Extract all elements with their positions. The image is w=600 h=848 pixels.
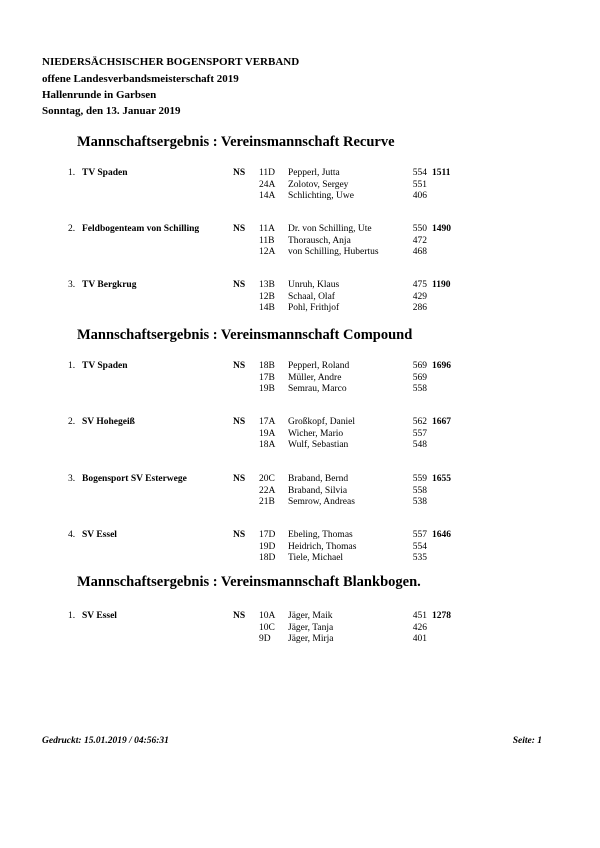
team-total: 1696 [432,361,451,371]
member-target: 11D [259,168,276,178]
member-target: 17D [259,530,276,540]
member-name: Jäger, Maik [288,611,333,621]
member-name: Ebeling, Thomas [288,530,353,540]
member-score: 429 [412,291,427,302]
member-name: Pepperl, Roland [288,361,350,371]
team-rank: 2. [68,224,76,234]
member-name: Dr. von Schilling, Ute [288,224,372,234]
member-target: 18D [259,553,276,563]
member-name: Braband, Bernd [288,474,349,484]
member-target: 21B [259,497,275,507]
member-target: 14B [259,303,275,313]
member-name: Schaal, Olaf [288,291,335,302]
member-target: 20C [259,474,275,484]
member-name: Thorausch, Anja [288,235,351,246]
team-name: Bogensport SV Esterwege [82,474,187,484]
member-name: Semrow, Andreas [288,497,355,507]
team-total: 1655 [432,474,451,484]
member-score: 426 [412,622,427,633]
member-score: 569 [412,361,427,371]
section-title: Mannschaftsergebnis : Vereinsmannschaft Compound [77,327,413,343]
member-score: 548 [412,440,427,450]
team-region: NS [233,417,246,427]
member-target: 14A [259,191,276,201]
member-score: 451 [412,611,427,621]
team-total: 1490 [432,224,451,234]
team-rank: 3. [68,474,76,484]
member-target: 18B [259,361,275,371]
member-target: 11B [259,235,275,246]
member-score: 558 [412,485,427,496]
member-name: Jäger, Mirja [288,634,334,644]
team-name: TV Spaden [82,361,128,371]
member-name: Großkopf, Daniel [288,417,356,427]
member-score: 554 [412,541,427,552]
team-name: Feldbogenteam von Schilling [82,224,200,234]
member-target: 10A [259,611,276,621]
member-target: 24A [259,179,276,190]
section-title: Mannschaftsergebnis : Vereinsmannschaft Recurve [77,134,395,150]
member-score: 554 [412,168,427,178]
member-target: 10C [259,622,275,633]
team-name: SV Hohegeiß [82,417,135,427]
team-total: 1667 [432,417,451,427]
member-score: 475 [412,280,427,290]
member-score: 406 [412,191,427,201]
member-score: 558 [412,384,427,394]
member-name: Zolotov, Sergey [288,179,349,190]
member-name: Pepperl, Jutta [288,168,340,178]
federation-name: NIEDERSÄCHSISCHER BOGENSPORT VERBAND [42,56,300,68]
member-score: 557 [412,428,427,439]
member-score: 401 [412,634,427,644]
team-rank: 1. [68,361,76,371]
member-score: 551 [412,179,427,190]
member-name: Heidrich, Thomas [288,541,357,552]
member-target: 18A [259,440,276,450]
member-name: Unruh, Klaus [288,280,340,290]
member-score: 562 [412,417,427,427]
team-rank: 3. [68,280,76,290]
member-score: 557 [412,530,427,540]
member-score: 559 [412,474,427,484]
section-title: Mannschaftsergebnis : Vereinsmannschaft Blankbogen. [77,574,421,590]
team-name: TV Spaden [82,168,128,178]
team-region: NS [233,474,246,484]
member-name: Braband, Silvia [288,485,348,496]
printed-timestamp: Gedruckt: 15.01.2019 / 04:56:31 [42,736,169,746]
member-name: Semrau, Marco [288,384,347,394]
member-target: 12B [259,291,275,302]
member-name: Jäger, Tanja [288,622,334,633]
member-name: Wicher, Mario [288,428,344,439]
page-number: Seite: 1 [512,736,542,746]
team-rank: 1. [68,168,76,178]
team-region: NS [233,280,246,290]
event-date: Sonntag, den 13. Januar 2019 [42,105,181,117]
member-score: 569 [412,372,427,383]
team-region: NS [233,530,246,540]
member-score: 538 [412,497,427,507]
team-rank: 1. [68,611,76,621]
member-target: 19B [259,384,275,394]
member-score: 535 [412,553,427,563]
member-name: Pohl, Frithjof [288,303,340,313]
team-rank: 4. [68,530,76,540]
member-score: 286 [412,303,427,313]
team-name: TV Bergkrug [82,280,137,290]
venue: Hallenrunde in Garbsen [42,89,157,101]
member-score: 472 [412,235,427,246]
member-target: 11A [259,224,276,234]
member-name: Schlichting, Uwe [288,191,354,201]
member-name: Tiele, Michael [288,553,344,563]
member-target: 22A [259,485,276,496]
team-region: NS [233,611,246,621]
championship-title: offene Landesverbandsmeisterschaft 2019 [42,73,239,85]
member-name: Wulf, Sebastian [288,440,349,450]
member-target: 17A [259,417,276,427]
member-name: Müller, Andre [288,372,342,383]
member-score: 468 [412,247,427,257]
team-rank: 2. [68,417,76,427]
member-target: 9D [259,634,271,644]
team-name: SV Essel [82,611,117,621]
team-total: 1646 [432,530,451,540]
member-name: von Schilling, Hubertus [288,247,379,257]
team-region: NS [233,224,246,234]
team-total: 1278 [432,611,451,621]
member-target: 19A [259,428,276,439]
team-region: NS [233,361,246,371]
team-total: 1190 [432,280,451,290]
member-target: 19D [259,541,276,552]
member-target: 13B [259,280,275,290]
team-region: NS [233,168,246,178]
member-target: 17B [259,372,275,383]
team-total: 1511 [432,168,451,178]
member-score: 550 [412,224,427,234]
member-target: 12A [259,247,276,257]
team-name: SV Essel [82,530,117,540]
